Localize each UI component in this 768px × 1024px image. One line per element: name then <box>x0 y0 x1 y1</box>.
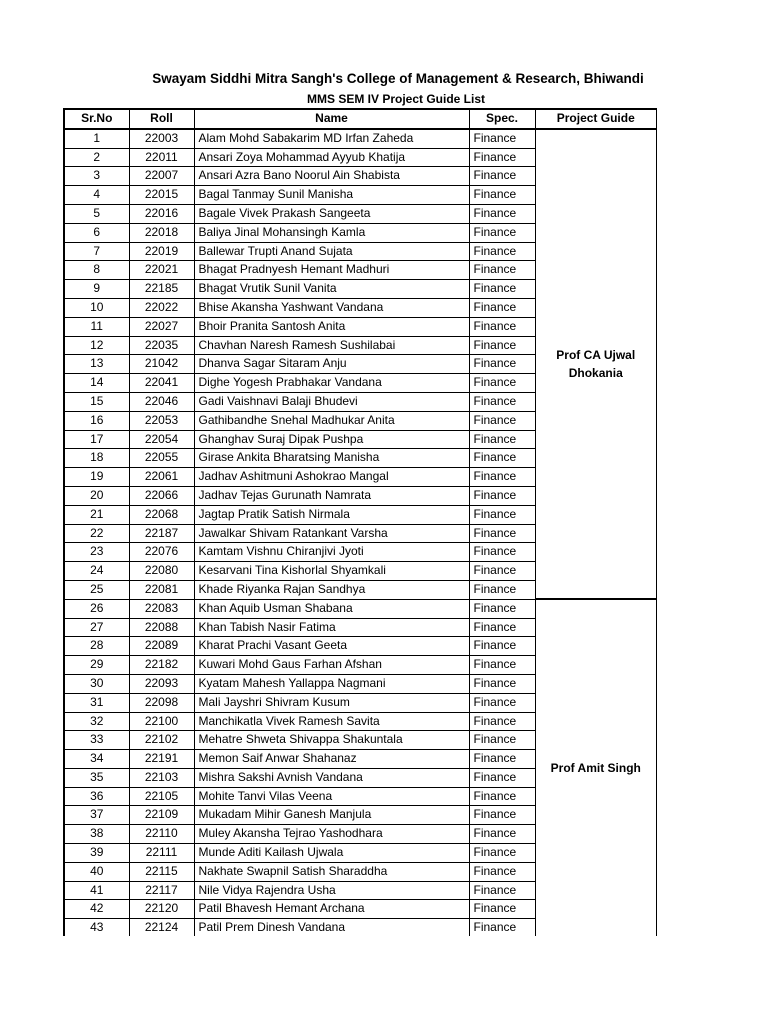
cell-name: Khan Aquib Usman Shabana <box>194 599 469 618</box>
cell-name: Mali Jayshri Shivram Kusum <box>194 693 469 712</box>
cell-name: Kharat Prachi Vasant Geeta <box>194 637 469 656</box>
cell-roll: 22124 <box>129 919 194 936</box>
cell-name: Bhise Akansha Yashwant Vandana <box>194 298 469 317</box>
cell-name: Dhanva Sagar Sitaram Anju <box>194 355 469 374</box>
cell-roll: 22076 <box>129 543 194 562</box>
cell-roll: 22191 <box>129 750 194 769</box>
cell-spec: Finance <box>469 336 535 355</box>
cell-name: Mukadam Mihir Ganesh Manjula <box>194 806 469 825</box>
cell-spec: Finance <box>469 148 535 167</box>
cell-roll: 22066 <box>129 486 194 505</box>
cell-spec: Finance <box>469 750 535 769</box>
cell-roll: 22016 <box>129 204 194 223</box>
cell-roll: 22182 <box>129 656 194 675</box>
table-header-row <box>64 109 657 129</box>
cell-spec: Finance <box>469 674 535 693</box>
cell-name: Gathibandhe Snehal Madhukar Anita <box>194 411 469 430</box>
cell-roll: 22120 <box>129 900 194 919</box>
cell-srno: 38 <box>64 825 129 844</box>
cell-roll: 22083 <box>129 599 194 618</box>
cell-srno: 37 <box>64 806 129 825</box>
cell-srno: 39 <box>64 844 129 863</box>
cell-spec: Finance <box>469 261 535 280</box>
cell-srno: 24 <box>64 562 129 581</box>
cell-spec: Finance <box>469 392 535 411</box>
cell-name: Gadi Vaishnavi Balaji Bhudevi <box>194 392 469 411</box>
cell-name: Khan Tabish Nasir Fatima <box>194 618 469 637</box>
cell-srno: 33 <box>64 731 129 750</box>
cell-name: Chavhan Naresh Ramesh Sushilabai <box>194 336 469 355</box>
cell-roll: 22041 <box>129 374 194 393</box>
cell-name: Patil Prem Dinesh Vandana <box>194 919 469 936</box>
cell-name: Bagale Vivek Prakash Sangeeta <box>194 204 469 223</box>
cell-srno: 6 <box>64 223 129 242</box>
cell-srno: 22 <box>64 524 129 543</box>
college-title: Swayam Siddhi Mitra Sangh's College of Management & Research, Bhiwandi <box>152 71 644 86</box>
cell-name: Kuwari Mohd Gaus Farhan Afshan <box>194 656 469 675</box>
cell-spec: Finance <box>469 186 535 205</box>
cell-spec: Finance <box>469 806 535 825</box>
cell-spec: Finance <box>469 129 535 148</box>
cell-spec: Finance <box>469 505 535 524</box>
cell-roll: 22115 <box>129 862 194 881</box>
cell-name: Bhoir Pranita Santosh Anita <box>194 317 469 336</box>
cell-srno: 11 <box>64 317 129 336</box>
cell-name: Dighe Yogesh Prabhakar Vandana <box>194 374 469 393</box>
cell-spec: Finance <box>469 374 535 393</box>
cell-roll: 22089 <box>129 637 194 656</box>
cell-srno: 29 <box>64 656 129 675</box>
cell-srno: 26 <box>64 599 129 618</box>
cell-roll: 22035 <box>129 336 194 355</box>
cell-spec: Finance <box>469 167 535 186</box>
cell-name: Alam Mohd Sabakarim MD Irfan Zaheda <box>194 129 469 148</box>
table-row <box>64 129 657 148</box>
cell-name: Jadhav Tejas Gurunath Namrata <box>194 486 469 505</box>
cell-project-guide: Prof Amit Singh <box>535 599 657 936</box>
cell-roll: 22053 <box>129 411 194 430</box>
cell-roll: 22081 <box>129 580 194 599</box>
col-header-name: Name <box>194 109 469 129</box>
cell-srno: 31 <box>64 693 129 712</box>
cell-roll: 22018 <box>129 223 194 242</box>
cell-name: Mishra Sakshi Avnish Vandana <box>194 768 469 787</box>
cell-roll: 22187 <box>129 524 194 543</box>
cell-srno: 5 <box>64 204 129 223</box>
cell-spec: Finance <box>469 543 535 562</box>
cell-srno: 7 <box>64 242 129 261</box>
cell-name: Jawalkar Shivam Ratankant Varsha <box>194 524 469 543</box>
col-header-srno: Sr.No <box>64 109 129 129</box>
cell-spec: Finance <box>469 317 535 336</box>
cell-roll: 22007 <box>129 167 194 186</box>
list-title: MMS SEM IV Project Guide List <box>306 92 486 106</box>
cell-name: Manchikatla Vivek Ramesh Savita <box>194 712 469 731</box>
cell-srno: 43 <box>64 919 129 936</box>
cell-roll: 22093 <box>129 674 194 693</box>
cell-spec: Finance <box>469 411 535 430</box>
cell-spec: Finance <box>469 223 535 242</box>
cell-roll: 22068 <box>129 505 194 524</box>
cell-name: Munde Aditi Kailash Ujwala <box>194 844 469 863</box>
cell-name: Ballewar Trupti Anand Sujata <box>194 242 469 261</box>
cell-spec: Finance <box>469 787 535 806</box>
cell-srno: 2 <box>64 148 129 167</box>
col-header-spec: Spec. <box>469 109 535 129</box>
cell-roll: 22021 <box>129 261 194 280</box>
cell-srno: 1 <box>64 129 129 148</box>
cell-srno: 20 <box>64 486 129 505</box>
cell-spec: Finance <box>469 524 535 543</box>
cell-srno: 42 <box>64 900 129 919</box>
cell-srno: 36 <box>64 787 129 806</box>
cell-name: Ansari Azra Bano Noorul Ain Shabista <box>194 167 469 186</box>
cell-spec: Finance <box>469 881 535 900</box>
cell-roll: 22105 <box>129 787 194 806</box>
cell-name: Nakhate Swapnil Satish Sharaddha <box>194 862 469 881</box>
cell-spec: Finance <box>469 844 535 863</box>
cell-srno: 35 <box>64 768 129 787</box>
cell-roll: 22019 <box>129 242 194 261</box>
cell-srno: 4 <box>64 186 129 205</box>
cell-srno: 28 <box>64 637 129 656</box>
cell-spec: Finance <box>469 618 535 637</box>
cell-srno: 27 <box>64 618 129 637</box>
cell-spec: Finance <box>469 430 535 449</box>
cell-spec: Finance <box>469 580 535 599</box>
col-header-roll: Roll <box>129 109 194 129</box>
cell-srno: 34 <box>64 750 129 769</box>
cell-srno: 41 <box>64 881 129 900</box>
cell-srno: 32 <box>64 712 129 731</box>
cell-roll: 22080 <box>129 562 194 581</box>
cell-name: Girase Ankita Bharatsing Manisha <box>194 449 469 468</box>
cell-srno: 23 <box>64 543 129 562</box>
cell-project-guide: Prof CA Ujwal Dhokania <box>535 129 657 599</box>
cell-roll: 22003 <box>129 129 194 148</box>
cell-spec: Finance <box>469 768 535 787</box>
cell-roll: 22185 <box>129 280 194 299</box>
cell-name: Khade Riyanka Rajan Sandhya <box>194 580 469 599</box>
cell-roll: 21042 <box>129 355 194 374</box>
guide-list-sheet <box>63 108 657 936</box>
cell-srno: 25 <box>64 580 129 599</box>
cell-srno: 8 <box>64 261 129 280</box>
cell-spec: Finance <box>469 599 535 618</box>
cell-spec: Finance <box>469 731 535 750</box>
cell-roll: 22117 <box>129 881 194 900</box>
col-header-project-guide: Project Guide <box>535 109 657 129</box>
cell-spec: Finance <box>469 562 535 581</box>
cell-roll: 22055 <box>129 449 194 468</box>
cell-srno: 19 <box>64 468 129 487</box>
cell-name: Kesarvani Tina Kishorlal Shyamkali <box>194 562 469 581</box>
cell-spec: Finance <box>469 280 535 299</box>
cell-spec: Finance <box>469 825 535 844</box>
cell-roll: 22061 <box>129 468 194 487</box>
cell-name: Bhagat Vrutik Sunil Vanita <box>194 280 469 299</box>
cell-spec: Finance <box>469 449 535 468</box>
cell-roll: 22103 <box>129 768 194 787</box>
cell-spec: Finance <box>469 468 535 487</box>
cell-srno: 3 <box>64 167 129 186</box>
cell-srno: 15 <box>64 392 129 411</box>
cell-srno: 21 <box>64 505 129 524</box>
cell-spec: Finance <box>469 355 535 374</box>
cell-spec: Finance <box>469 242 535 261</box>
cell-roll: 22111 <box>129 844 194 863</box>
cell-roll: 22102 <box>129 731 194 750</box>
cell-roll: 22027 <box>129 317 194 336</box>
cell-roll: 22054 <box>129 430 194 449</box>
cell-spec: Finance <box>469 862 535 881</box>
table-row <box>64 599 657 618</box>
cell-roll: 22022 <box>129 298 194 317</box>
cell-srno: 10 <box>64 298 129 317</box>
cell-spec: Finance <box>469 900 535 919</box>
cell-name: Bagal Tanmay Sunil Manisha <box>194 186 469 205</box>
cell-name: Mehatre Shweta Shivappa Shakuntala <box>194 731 469 750</box>
cell-srno: 17 <box>64 430 129 449</box>
cell-spec: Finance <box>469 637 535 656</box>
cell-name: Ghanghav Suraj Dipak Pushpa <box>194 430 469 449</box>
cell-name: Mohite Tanvi Vilas Veena <box>194 787 469 806</box>
cell-name: Patil Bhavesh Hemant Archana <box>194 900 469 919</box>
cell-spec: Finance <box>469 919 535 936</box>
cell-spec: Finance <box>469 298 535 317</box>
guide-list-table <box>63 108 657 936</box>
cell-roll: 22011 <box>129 148 194 167</box>
cell-srno: 14 <box>64 374 129 393</box>
cell-srno: 12 <box>64 336 129 355</box>
cell-name: Baliya Jinal Mohansingh Kamla <box>194 223 469 242</box>
cell-srno: 18 <box>64 449 129 468</box>
cell-spec: Finance <box>469 693 535 712</box>
cell-roll: 22046 <box>129 392 194 411</box>
cell-spec: Finance <box>469 486 535 505</box>
table-body <box>64 129 657 936</box>
cell-name: Jagtap Pratik Satish Nirmala <box>194 505 469 524</box>
cell-roll: 22110 <box>129 825 194 844</box>
cell-name: Jadhav Ashitmuni Ashokrao Mangal <box>194 468 469 487</box>
cell-srno: 16 <box>64 411 129 430</box>
cell-name: Kyatam Mahesh Yallappa Nagmani <box>194 674 469 693</box>
cell-roll: 22015 <box>129 186 194 205</box>
cell-name: Bhagat Pradnyesh Hemant Madhuri <box>194 261 469 280</box>
cell-roll: 22109 <box>129 806 194 825</box>
cell-spec: Finance <box>469 204 535 223</box>
cell-name: Memon Saif Anwar Shahanaz <box>194 750 469 769</box>
cell-roll: 22098 <box>129 693 194 712</box>
cell-name: Nile Vidya Rajendra Usha <box>194 881 469 900</box>
cell-srno: 9 <box>64 280 129 299</box>
cell-srno: 13 <box>64 355 129 374</box>
cell-srno: 30 <box>64 674 129 693</box>
cell-srno: 40 <box>64 862 129 881</box>
cell-spec: Finance <box>469 656 535 675</box>
cell-name: Kamtam Vishnu Chiranjivi Jyoti <box>194 543 469 562</box>
cell-roll: 22100 <box>129 712 194 731</box>
cell-name: Muley Akansha Tejrao Yashodhara <box>194 825 469 844</box>
cell-spec: Finance <box>469 712 535 731</box>
cell-roll: 22088 <box>129 618 194 637</box>
cell-name: Ansari Zoya Mohammad Ayyub Khatija <box>194 148 469 167</box>
